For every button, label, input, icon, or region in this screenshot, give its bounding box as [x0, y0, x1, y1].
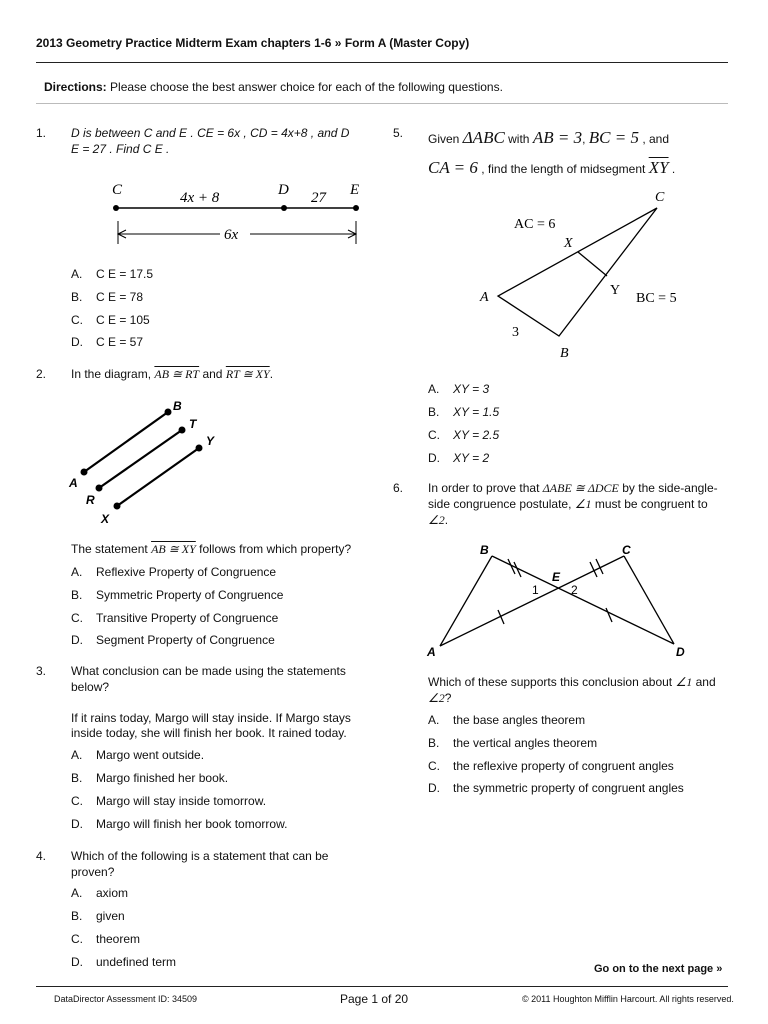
question-premise: inside today, she will finish her book. It rained today.: [71, 726, 347, 740]
question-number: 1.: [36, 126, 47, 140]
label-c: C: [622, 543, 631, 557]
directions-rule: [36, 103, 728, 104]
label-angle-2: 2: [571, 583, 578, 597]
point-label-c: C: [112, 182, 123, 198]
segment-xy: [117, 448, 199, 506]
label-y: Y: [206, 434, 215, 448]
question-number: 3.: [36, 664, 47, 678]
label-t: T: [189, 417, 197, 431]
point-e: [353, 205, 359, 211]
question-text: below?: [71, 680, 110, 694]
point-y: [196, 445, 203, 452]
midsegment-xy: [578, 252, 607, 276]
page-number: Page 1 of 20: [340, 992, 409, 1006]
label-c: C: [655, 190, 665, 205]
label-r: R: [86, 493, 95, 507]
segment-ab: [440, 556, 492, 646]
question-statement: ∠2?: [428, 691, 452, 705]
label-ac: AC = 6: [514, 217, 556, 232]
question-text: Given ΔABC with AB = 3, BC = 5 , and: [428, 128, 670, 147]
assessment-id: DataDirector Assessment ID: 34509: [54, 994, 198, 1004]
directions-label: Directions:: [44, 80, 107, 94]
question-text: In the diagram, AB ≅ RT and RT ≅ XY.: [71, 367, 274, 381]
label-bc: BC = 5: [636, 291, 677, 306]
exam-title: 2013 Geometry Practice Midterm Exam chapters 1-6 » Form A (Master Copy): [36, 36, 470, 50]
question-text: CA = 6 , find the length of midsegment $\overline{XY}$ .: [428, 158, 676, 177]
point-c: [113, 205, 119, 211]
segment-ab: [84, 412, 168, 472]
point-x: [114, 503, 121, 510]
question-text: ∠2.: [428, 513, 449, 527]
point-label-e: E: [350, 182, 360, 198]
label-b: B: [173, 399, 182, 413]
point-t: [179, 427, 186, 434]
question-premise: If it rains today, Margo will stay inside. If Margo stays: [71, 711, 351, 725]
label-b: B: [560, 346, 569, 361]
question-text: In order to prove that ΔABE ≅ ΔDCE by the side-angle-: [428, 481, 718, 495]
segment-label-ce: 6x: [224, 227, 239, 243]
label-x: X: [101, 512, 110, 526]
question-text: side congruence postulate, ∠1 must be congruent to: [428, 497, 708, 511]
point-r: [96, 485, 103, 492]
point-d: [281, 205, 287, 211]
question-text: What conclusion can be made using the statements: [71, 664, 346, 678]
bowtie-triangles-diagram: [420, 540, 700, 664]
question-text: E = 27 . Find C E .: [71, 142, 170, 156]
point-label-d: D: [278, 182, 289, 198]
triangle-abc-diagram: [470, 184, 700, 364]
segment-ac: [440, 556, 624, 646]
footer-rule: [36, 986, 728, 987]
label-y: Y: [610, 283, 621, 298]
point-a: [81, 469, 88, 476]
question-number: 5.: [393, 126, 404, 140]
label-a: A: [69, 476, 78, 490]
question-statement: The statement AB ≅ XY follows from which property?: [71, 542, 352, 556]
segment-diagram: [100, 176, 370, 248]
tick-mark: [606, 608, 612, 622]
label-e: E: [552, 570, 561, 584]
label-ab: 3: [512, 325, 519, 340]
label-b: B: [480, 543, 489, 557]
segment-bd: [492, 556, 674, 644]
segment-rt: [99, 430, 182, 488]
copyright: © 2011 Houghton Mifflin Harcourt. All rights reserved.: [522, 994, 734, 1004]
directions-text: Please choose the best answer choice for each of the following questions.: [110, 80, 503, 94]
question-number: 6.: [393, 481, 404, 495]
label-a: A: [480, 290, 489, 305]
question-text: proven?: [71, 865, 115, 879]
question-number: 4.: [36, 849, 47, 863]
label-d: D: [676, 645, 685, 659]
question-statement: Which of these supports this conclusion about ∠1 and: [428, 675, 716, 689]
next-page-link[interactable]: Go on to the next page »: [594, 963, 723, 975]
label-a: A: [427, 645, 436, 659]
parallel-segments-diagram: [62, 396, 232, 528]
directions: [44, 80, 503, 94]
question-text: Which of the following is a statement that can be: [71, 849, 329, 863]
label-x: X: [564, 236, 573, 251]
segment-label-cd: 4x + 8: [180, 190, 220, 206]
question-text: D is between C and E . CE = 6x , CD = 4x+8 , and D: [71, 126, 350, 140]
point-b: [165, 409, 172, 416]
label-angle-1: 1: [532, 583, 539, 597]
segment-label-de: 27: [311, 190, 326, 206]
header-rule: [36, 62, 728, 63]
segment-cd: [624, 556, 674, 644]
question-number: 2.: [36, 367, 47, 381]
